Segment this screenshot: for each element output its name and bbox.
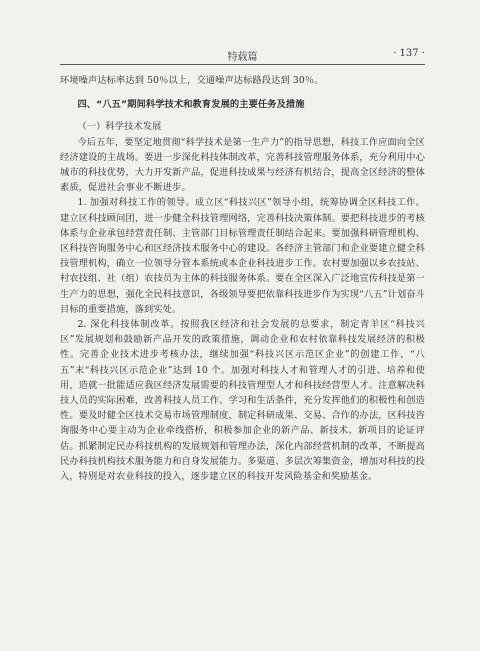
page-number: · 137 · xyxy=(393,48,425,59)
section-heading: 四、“八五”期间科学技术和教育发展的主要任务及措施 xyxy=(77,99,305,111)
page-header xyxy=(60,48,425,64)
paragraph: 1. 加强对科技工作的领导。成立区“科技兴区”领导小组，统筹协调全区科技工作。建立区科技顾问团，进一步健全科技管理网络，完善科技决策体制。要把科技进步的考核体系与企业承包经营责任制、主管部门目标管理责任制结合起来。要加强科研管理机构、区科技咨询服务中心和区经济技术服务中心的建设。各经济主管部门和企业要建立健全科技管理机构，确立一位领导分管本系统或本企业科技进步工作。农村要加强以乡农技站、村农技组、社（组）农技员为主体的科技服务体系。要在全区深入广泛地宣传科技是第一生产力的思想，强化全民科技意识，各级领导要把依靠科技进步作为实现“八五”计划奋斗目标的重要措施，落到实处。 xyxy=(60,197,425,315)
paragraph: 今后五年，要坚定地贯彻“科学技术是第一生产力”的指导思想，科技工作应面向全区经济建设的主战场。要进一步深化科技体制改革，完善科技管理服务体系，充分利用中心城市的科技优势，大力开发新产品，促进科技成果与经济有机结合，提高全区经济的整体素质，促进社会事业不断进步。 xyxy=(60,136,425,194)
paragraph: 2. 深化科技体制改革。按照我区经济和社会发展的总要求，制定青羊区“科技兴区”发展规划和鼓励新产品开发的政策措施，调动企业和农村依靠科技发展经济的积极性。完善企业技术进步考核办法，继续加强“科技兴区示范区企业”的创建工作，“八五”末“科技兴区示范企业”达到 10 个。加强对科技人才和管理人才的引进、培养和使用，造就一批能适应我区经济发展需要的科技管理型人才和科技经营型人才。注意解决科技人员的实际困难，改善科技人员工作、学习和生活条件，充分发挥他们的积极性和创造性。要及时健全区技术交易市场管理制度，制定科研成果、交易、合作的办法，区科技咨询服务中心要主动为企业牵线搭桥，积极参加企业的新产品、新技术、新项目的论证评估。抓紧制定民办科技机构的发展规划和管理办法，深化内部经营机制的改革，不断提高民办科技机构技术服务能力和自身发展能力。多渠道、多层次筹集资金，增加对科技的投入，特别是对农业科技的投入，逐步建立区的科技开发风险基金和奖励基金。 xyxy=(60,319,425,483)
paragraph-continued: 环境噪声达标率达到 50％以上，交通噪声达标路段达到 30％。 xyxy=(60,75,324,86)
body-text xyxy=(60,73,425,484)
subsection-heading: （一）科学技术发展 xyxy=(77,121,162,133)
header-rule xyxy=(60,64,425,65)
section-title: 特载篇 xyxy=(227,52,258,63)
